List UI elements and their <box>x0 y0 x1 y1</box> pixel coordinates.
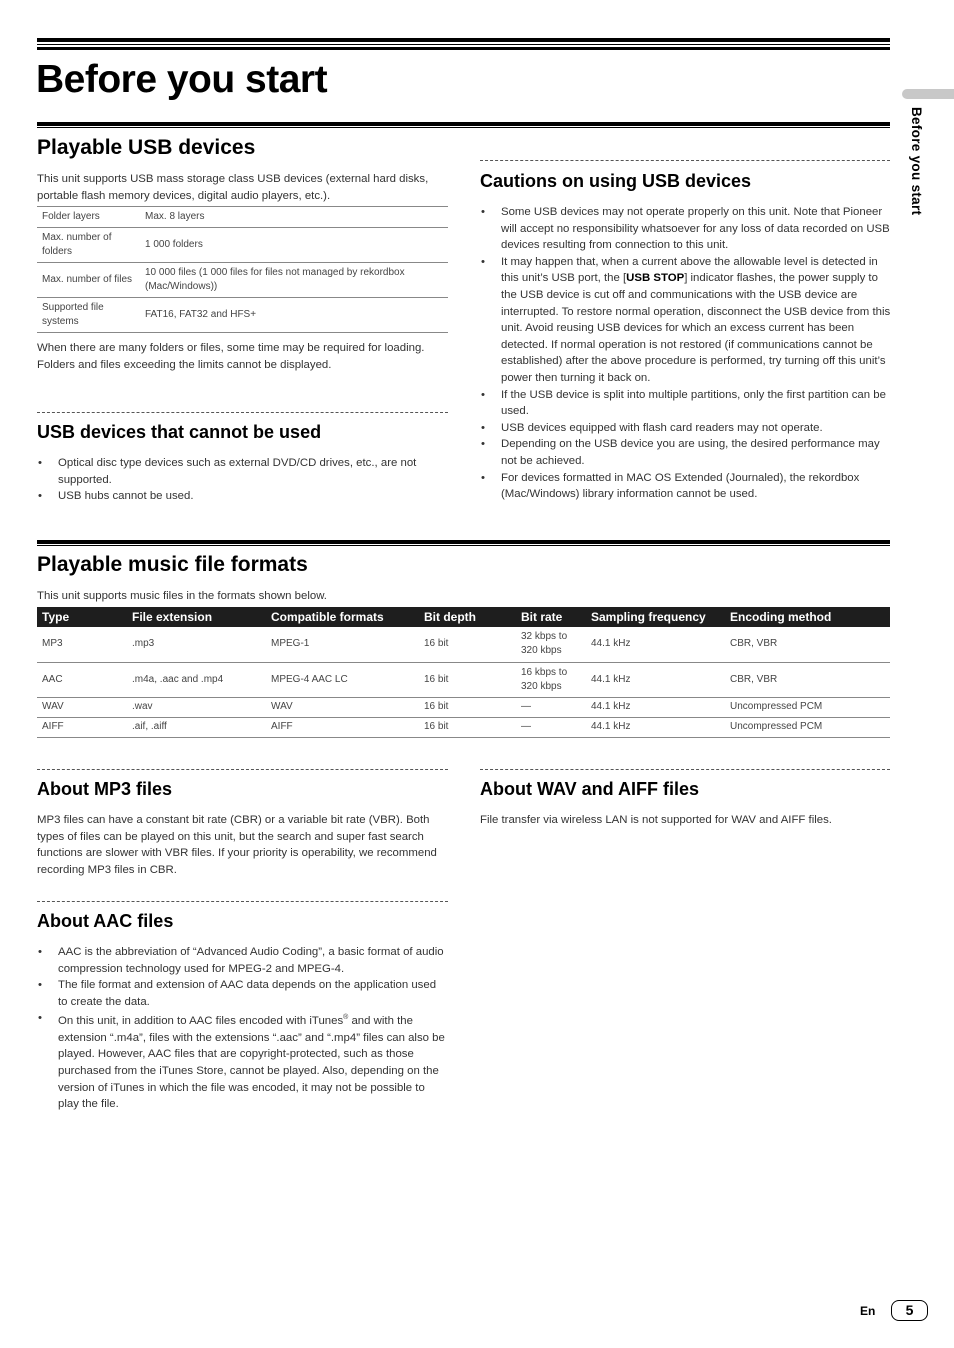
side-tab-marker <box>902 89 954 99</box>
table-cell: WAV <box>37 697 127 717</box>
list-item: • If the USB device is split into multiple partitions, only the first partition can be used. <box>480 387 893 420</box>
dashed-divider <box>480 160 890 161</box>
wav-aiff-text: File transfer via wireless LAN is not supported for WAV and AIFF files. <box>480 814 832 826</box>
formats-intro: This unit supports music files in the formats shown below. <box>37 590 327 602</box>
language-code: En <box>860 1304 876 1318</box>
table-cell: MP3 <box>37 627 127 662</box>
heading-mp3: About MP3 files <box>37 779 173 799</box>
table-cell: 16 bit <box>419 697 516 717</box>
aac-text: and with the extension “.m4a”, files with the extensions “.aac” and “.mp4” files can also be played. However, AAC files that are copyright-protected, such as those purchased from the iTunes Store, cannot be played. Also, depending on the version of iTunes in which the file was encoded, it may not be possible to play the file. <box>58 1015 445 1111</box>
page-number: 5 <box>891 1300 928 1321</box>
spec-label: Supported file systems <box>37 298 140 333</box>
column-header: Bit rate <box>516 607 586 627</box>
aac-list <box>37 944 448 1113</box>
mp3-text: MP3 files can have a constant bit rate (CBR) or a variable bit rate (VBR). Both types of files can be played on this unit, but the search and super fast search functions are slower with VBR files. If your priority is operability, we recommend recording MP3 files in CBR. <box>37 814 437 876</box>
spec-label: Max. number of folders <box>37 228 140 263</box>
table-row <box>37 228 448 263</box>
dashed-divider <box>37 901 448 902</box>
list-item <box>37 1010 448 1112</box>
heading-cannot-be-used: USB devices that cannot be used <box>37 422 322 442</box>
cautions-list <box>480 204 893 503</box>
table-cell: 44.1 kHz <box>586 717 725 737</box>
caution-text: ] indicator flashes, the power supply to the USB device is cut off and communications with the USB device are interrupted. To restore normal operation, disconnect the USB device from this unit. Avoid reusing USB devices for which an excess current has been detected. If normal operation is not restored (if communications cannot be established) after the above procedure is performed, try turning off this unit’s power then turning it back on. <box>501 272 891 384</box>
column-header: Compatible formats <box>266 607 419 627</box>
table-cell: 16 bit <box>419 627 516 662</box>
table-cell: 44.1 kHz <box>586 627 725 662</box>
column-header: File extension <box>127 607 266 627</box>
table-row <box>37 627 890 662</box>
table-cell: .m4a, .aac and .mp4 <box>127 662 266 697</box>
caution-text: It may happen that, when a current above the allowable level is detected in this unit’s USB port, the [ <box>501 255 878 285</box>
column-header: Type <box>37 607 127 627</box>
table-row <box>37 697 890 717</box>
column-header: Bit depth <box>419 607 516 627</box>
heading-wav-aiff: About WAV and AIFF files <box>480 779 699 799</box>
page-title: Before you start <box>36 58 328 101</box>
note-loading-time: When there are many folders or files, some time may be required for loading. <box>37 342 425 354</box>
heading-cautions: Cautions on using USB devices <box>480 171 752 191</box>
formats-table <box>37 607 890 738</box>
table-cell: 16 bit <box>419 717 516 737</box>
list-item: • Some USB devices may not operate properly on this unit. Note that Pioneer will accept no responsibility whatsoever for any loss of data recorded on USB devices resulting from connection to this unit. <box>480 204 893 254</box>
header-rule-thin <box>37 44 890 45</box>
table-cell: — <box>516 717 586 737</box>
table-row <box>37 717 890 737</box>
list-item: • AAC is the abbreviation of “Advanced Audio Coding”, a basic format of audio compression technology used for MPEG-2 and MPEG-4. <box>37 944 448 977</box>
table-cell: 44.1 kHz <box>586 697 725 717</box>
table-cell: Uncompressed PCM <box>725 717 890 737</box>
list-item: • Optical disc type devices such as external DVD/CD drives, etc., are not supported. <box>37 455 448 488</box>
list-item: • Depending on the USB device you are using, the desired performance may not be achieved. <box>480 436 893 469</box>
table-cell: MPEG-4 AAC LC <box>266 662 419 697</box>
table-cell: MPEG-1 <box>266 627 419 662</box>
table-row <box>37 662 890 697</box>
spec-value: 1 000 folders <box>140 228 448 263</box>
column-header: Encoding method <box>725 607 890 627</box>
spec-value: FAT16, FAT32 and HFS+ <box>140 298 448 333</box>
cannot-be-used-list <box>37 455 448 505</box>
table-cell: 16 kbps to 320 kbps <box>516 662 586 697</box>
table-cell: AAC <box>37 662 127 697</box>
table-cell: AIFF <box>266 717 419 737</box>
table-row <box>37 263 448 298</box>
table-cell: .wav <box>127 697 266 717</box>
list-item: • USB hubs cannot be used. <box>37 488 448 505</box>
spec-label: Max. number of files <box>37 263 140 298</box>
list-item: • For devices formatted in MAC OS Extended (Journaled), the rekordbox (Mac/Windows) library information cannot be used. <box>480 470 893 503</box>
table-cell: 44.1 kHz <box>586 662 725 697</box>
dashed-divider <box>37 769 448 770</box>
column-header: Sampling frequency <box>586 607 725 627</box>
spec-value: Max. 8 layers <box>140 207 448 228</box>
aac-text: On this unit, in addition to AAC files encoded with iTunes <box>58 1015 344 1028</box>
spec-label: Folder layers <box>37 207 140 228</box>
table-cell: 16 bit <box>419 662 516 697</box>
section-rule-usb <box>37 122 890 128</box>
usb-spec-table <box>37 206 448 333</box>
usb-stop-indicator-label: USB STOP <box>626 272 685 285</box>
header-rule-bottom <box>37 47 890 50</box>
table-cell: CBR, VBR <box>725 627 890 662</box>
table-cell: 32 kbps to 320 kbps <box>516 627 586 662</box>
heading-formats: Playable music file formats <box>37 553 308 576</box>
note-limits: Folders and files exceeding the limits cannot be displayed. <box>37 358 332 371</box>
dashed-divider <box>37 412 448 413</box>
side-tab-label: Before you start <box>909 107 924 216</box>
header-rule-thick <box>37 38 890 42</box>
section-rule-formats <box>37 540 890 546</box>
table-cell: .aif, .aiff <box>127 717 266 737</box>
list-item: • USB devices equipped with flash card readers may not operate. <box>480 420 893 437</box>
table-cell: .mp3 <box>127 627 266 662</box>
spec-value: 10 000 files (1 000 files for files not managed by rekordbox (Mac/Windows)) <box>140 263 448 298</box>
table-cell: WAV <box>266 697 419 717</box>
table-cell: Uncompressed PCM <box>725 697 890 717</box>
heading-aac: About AAC files <box>37 911 174 931</box>
playable-usb-intro: This unit supports USB mass storage class USB devices (external hard disks, portable flash memory devices, digital audio players, etc.). <box>37 173 429 202</box>
playable-usb-notes <box>37 340 448 373</box>
table-row <box>37 298 448 333</box>
heading-playable-usb: Playable USB devices <box>37 136 256 159</box>
dashed-divider <box>480 769 890 770</box>
registered-mark: ® <box>343 1014 349 1022</box>
table-row <box>37 207 448 228</box>
list-item <box>480 254 893 387</box>
list-item: • The file format and extension of AAC data depends on the application used to create the data. <box>37 977 448 1010</box>
table-cell: AIFF <box>37 717 127 737</box>
table-cell: CBR, VBR <box>725 662 890 697</box>
table-cell: — <box>516 697 586 717</box>
table-header-row <box>37 607 890 627</box>
